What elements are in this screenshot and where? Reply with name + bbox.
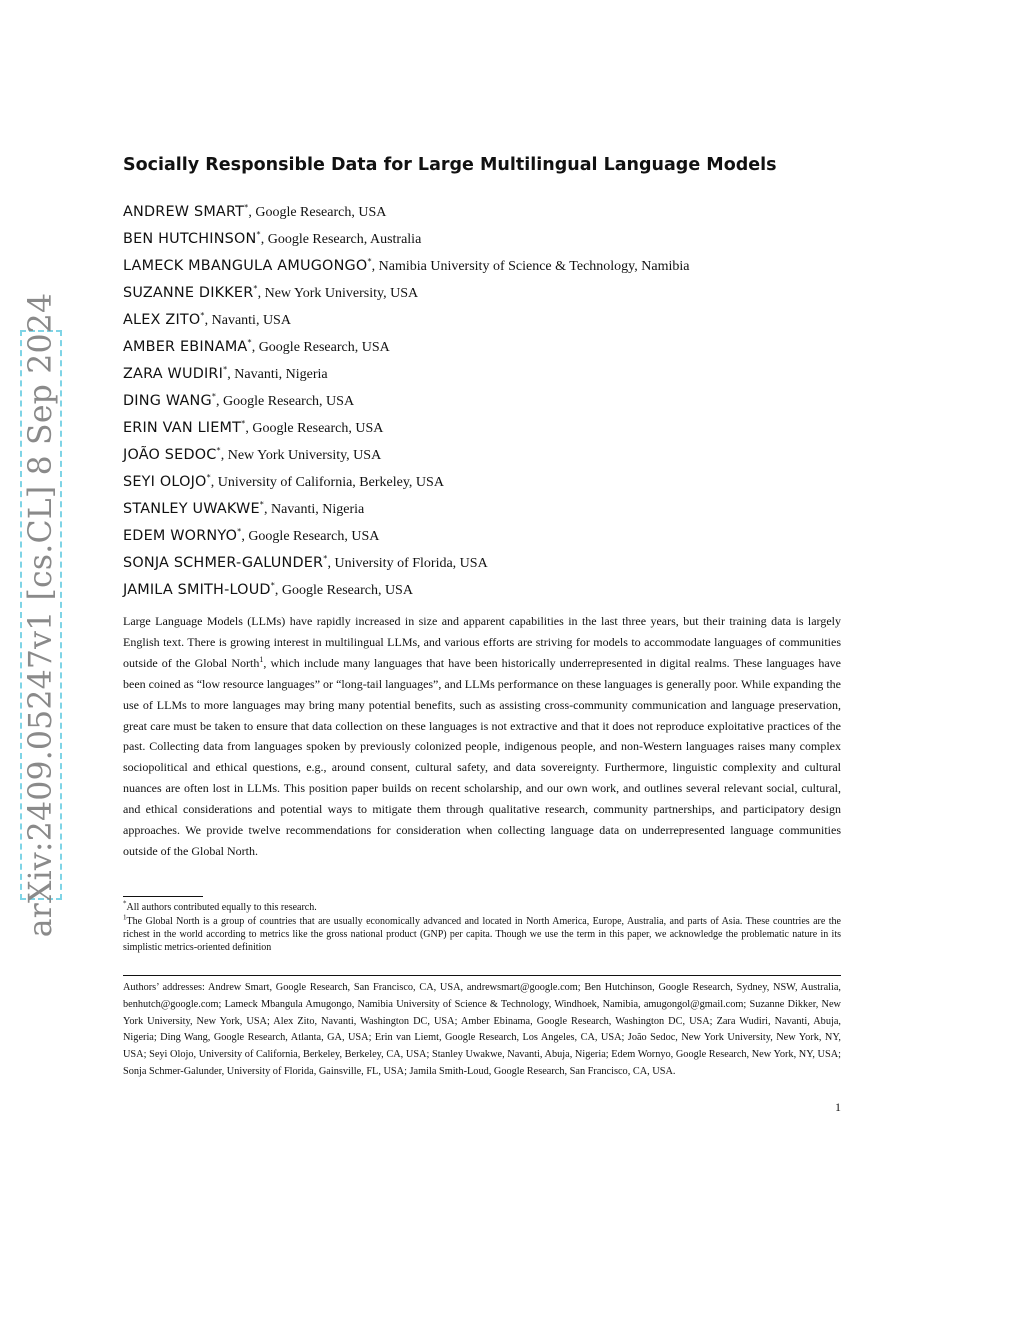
- author-name: ANDREW SMART*: [123, 203, 249, 220]
- footnote: *All authors contributed equally to this research.: [123, 899, 317, 913]
- arxiv-identifier-text: arXiv:2409.05247v1 [cs.CL] 8 Sep 2024: [23, 292, 59, 938]
- page-number: 1: [835, 1100, 841, 1114]
- author-entry: [123, 386, 689, 413]
- author-entry: [123, 467, 689, 494]
- author-affiliation: , Google Research, USA: [274, 583, 413, 598]
- author-affiliation: , Google Research, USA: [216, 394, 355, 409]
- footnote-divider: [123, 896, 203, 897]
- author-entry: [123, 305, 689, 332]
- author-affiliation: , Navanti, Nigeria: [263, 502, 365, 517]
- author-entry: [123, 521, 689, 548]
- author-name: EDEM WORNYO*: [123, 527, 242, 544]
- author-entry: [123, 575, 689, 602]
- author-entry: [123, 494, 689, 521]
- author-affiliation: , University of Florida, USA: [327, 556, 488, 571]
- author-entry: [123, 359, 689, 386]
- author-name: JOÃO SEDOC*: [123, 446, 221, 463]
- author-affiliation: , Namibia University of Science & Technology, Namibia: [371, 259, 690, 274]
- author-name: SUZANNE DIKKER*: [123, 284, 258, 301]
- author-name: ERIN VAN LIEMT*: [123, 419, 246, 436]
- author-entry: [123, 548, 689, 575]
- author-name: STANLEY UWAKWE*: [123, 500, 264, 517]
- author-affiliation: , University of California, Berkeley, USA: [210, 475, 444, 490]
- author-name: ALEX ZITO*: [123, 311, 205, 328]
- footnote: $^1$The Global North is a group of countries that are usually economically advanced and located in North America, Europe, Australia, and parts of Asia. These countries are the richest in the world according to metrics like the gross national product (GNP) per capita. Though we use the term in this paper, we acknowledge the problematic nature in its simplistic metrics-oriented definition: [123, 913, 841, 953]
- author-name: AMBER EBINAMA*: [123, 338, 252, 355]
- author-affiliation: , Google Research, USA: [251, 340, 390, 355]
- author-affiliation: , New York University, USA: [257, 286, 419, 301]
- author-name: BEN HUTCHINSON*: [123, 230, 261, 247]
- footnote-mark[interactable]: 1: [259, 654, 264, 664]
- author-name: SONJA SCHMER-GALUNDER*: [123, 554, 328, 571]
- abstract: Large Language Models (LLMs) have rapidly increased in size and apparent capabilities in the last three years, but their training data is largely English text. There is growing interest in multilingual LLMs, and various efforts are striving for models to accommodate languages of communities outside of the Global North$^1$, which include many languages that have been historically underrepresented in digital realms. These languages have been coined as “low resource languages” or “long-tail languages”, and LLMs performance on these languages is generally poor. While expanding the use of LLMs to more languages may bring many potential benefits, such as assisting cross-community communication and language preservation, great care must be taken to ensure that data collection on these languages is not extractive and that it does not reproduce exploitative practices of the past. Collecting data from languages spoken by previously colonized people, indigenous people, and non-Western languages raises many complex sociopolitical and ethical questions, e.g., around consent, cultural safety, and data sovereignty. Furthermore, linguistic complexity and cultural nuances are often lost in LLMs. This position paper builds on recent scholarship, and our own work, and outlines several relevant social, cultural, and ethical considerations and potential ways to mitigate them through qualitative research, community partnerships, and participatory design approaches. We provide twelve recommendations for consideration when collecting language data on underrepresented language communities outside of the Global North.: [123, 614, 841, 858]
- author-entry: [123, 278, 689, 305]
- author-affiliation: , Google Research, USA: [248, 205, 387, 220]
- arxiv-identifier-stamp: [20, 292, 62, 938]
- author-list: [123, 197, 689, 602]
- addresses-divider: [123, 975, 841, 976]
- author-addresses: Authors’ addresses: Andrew Smart, Google Research, San Francisco, CA, USA, andrewsmart@google.com; Ben Hutchinson, Google Research, Sydney, NSW, Australia, benhutch@google.com; Lameck Mbangula Amugongo, Namibia University of Science & Technology, Windhoek, Namibia, amugongol@gmail.com; Suzanne Dikker, New York University, New York, USA; Alex Zito, Navanti, Washington DC, USA; Amber Ebinama, Google Research, Washington DC, USA; Zara Wudiri, Navanti, Abuja, Nigeria; Ding Wang, Google Research, Atlanta, GA, USA; Erin van Liemt, Google Research, Los Angeles, CA, USA; João Sedoc, New York University, New York, NY, USA; Seyi Olojo, University of California, Berkeley, Berkeley, CA, USA; Stanley Uwakwe, Navanti, Abuja, Nigeria; Edem Wornyo, Google Research, New York, NY, USA; Sonja Schmer-Galunder, University of Florida, Gainsville, FL, USA; Jamila Smith-Loud, Google Research, San Francisco, CA, USA.: [123, 982, 841, 1077]
- author-entry: [123, 251, 689, 278]
- author-affiliation: , Navanti, USA: [204, 313, 291, 328]
- author-name: ZARA WUDIRI*: [123, 365, 228, 382]
- author-name: DING WANG*: [123, 392, 217, 409]
- paper-title: Socially Responsible Data for Large Multilingual Language Models: [123, 155, 777, 175]
- author-entry: [123, 440, 689, 467]
- author-affiliation: , Google Research, USA: [245, 421, 384, 436]
- author-entry: [123, 413, 689, 440]
- author-affiliation: , Google Research, USA: [241, 529, 380, 544]
- author-name: JAMILA SMITH-LOUD*: [123, 581, 275, 598]
- author-name: SEYI OLOJO*: [123, 473, 211, 490]
- author-entry: [123, 224, 689, 251]
- author-affiliation: , Navanti, Nigeria: [227, 367, 328, 382]
- author-entry: [123, 332, 689, 359]
- author-name: LAMECK MBANGULA AMUGONGO*: [123, 257, 372, 274]
- author-affiliation: , Google Research, Australia: [260, 232, 422, 247]
- author-affiliation: , New York University, USA: [220, 448, 382, 463]
- footnotes: [123, 901, 841, 955]
- author-entry: [123, 197, 689, 224]
